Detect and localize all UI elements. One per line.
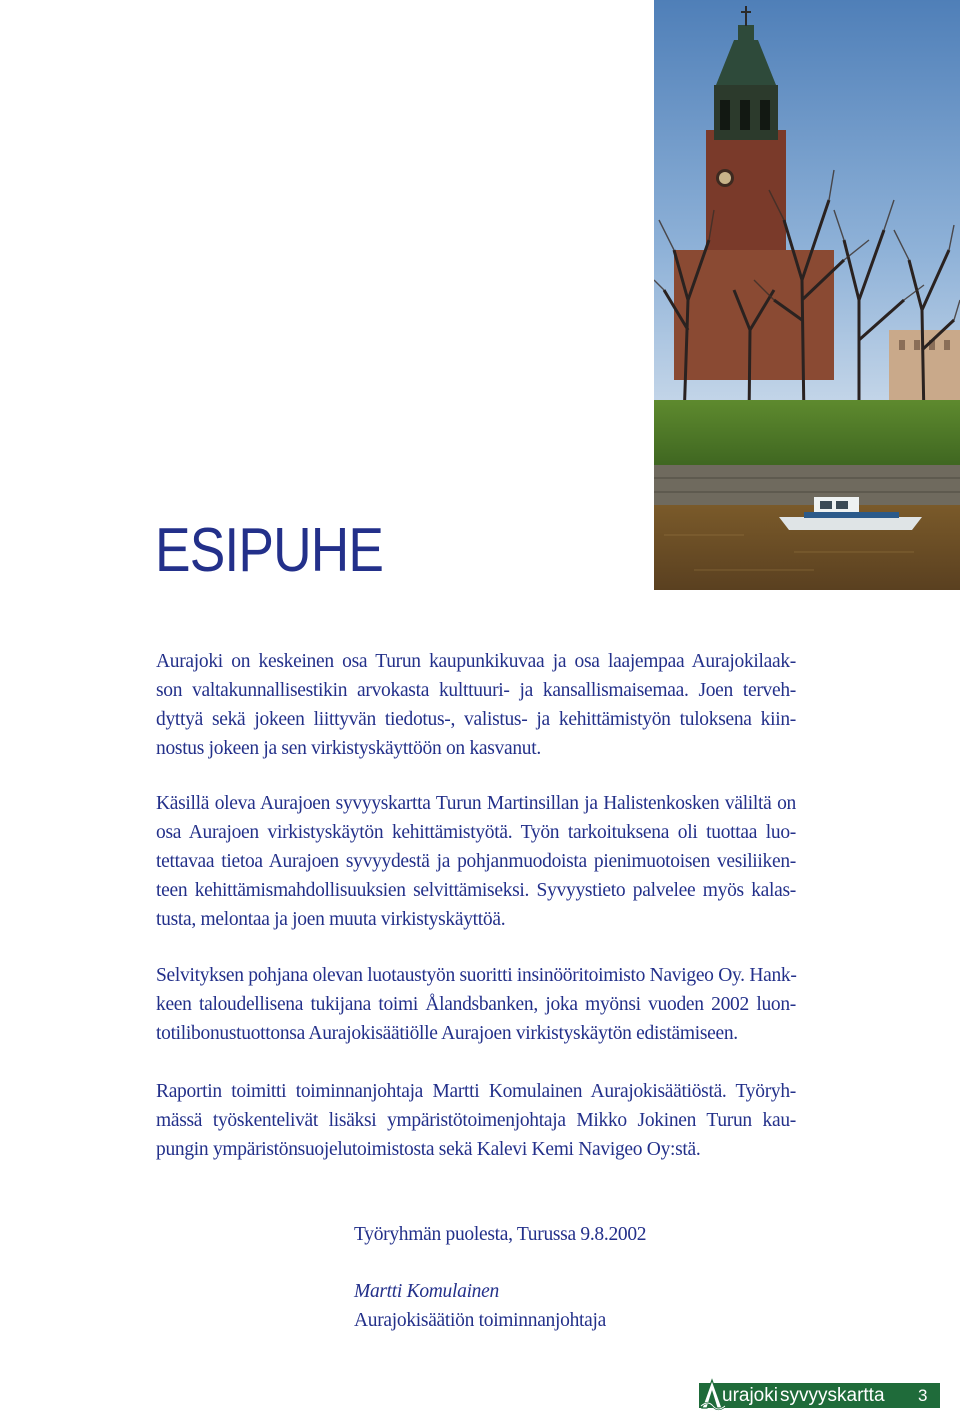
paragraph-line: osa Aurajoen virkistyskäytön kehittämistyötä. Työn tarkoituksena oli tuottaa luo- xyxy=(156,822,796,843)
paragraph-line: keen taloudellisena tukijana toimi Ålandsbanken, joka myönsi vuoden 2002 luon- xyxy=(156,994,796,1015)
signature-role: Aurajokisäätiön toiminnanjohtaja xyxy=(354,1310,606,1331)
paragraph-line: totilibonustuottonsa Aurajokisäätiölle Aurajoen virkistyskäytön edistämiseen. xyxy=(156,1023,738,1044)
paragraph-line: tettavaa tietoa Aurajoen syvyydestä ja pohjanmuodoista pienimuotoisen vesiliiken- xyxy=(156,851,796,872)
signature-date-line: Työryhmän puolesta, Turussa 9.8.2002 xyxy=(354,1224,647,1245)
footer-brand: urajoki xyxy=(722,1385,778,1406)
paragraph-line: Käsillä oleva Aurajoen syvyyskartta Turun Martinsillan ja Halistenkosken väliltä on xyxy=(156,793,796,814)
preface-paragraph-3 xyxy=(156,961,796,1048)
paragraph-line: Raportin toimitti toiminnanjohtaja Martti Komulainen Aurajokisäätiöstä. Työryh- xyxy=(156,1081,796,1102)
page-number: 3 xyxy=(918,1386,928,1405)
signature-name: Martti Komulainen xyxy=(354,1281,499,1302)
cathedral-riverside-photo xyxy=(654,0,960,590)
paragraph-line: nostus jokeen ja sen virkistyskäyttöön on kasvanut. xyxy=(156,738,541,759)
preface-paragraph-1 xyxy=(156,647,796,763)
footer-subtitle: syvyyskartta xyxy=(780,1385,885,1406)
paragraph-line: Selvityksen pohjana olevan luotaustyön suoritti insinööritoimisto Navigeo Oy. Hank- xyxy=(156,965,797,986)
paragraph-line: pungin ympäristönsuojelutoimistosta sekä Kalevi Kemi Navigeo Oy:stä. xyxy=(156,1139,701,1160)
preface-paragraph-4 xyxy=(156,1077,796,1164)
paragraph-line: Aurajoki on keskeinen osa Turun kaupunkikuvaa ja osa laajempaa Aurajokilaak- xyxy=(156,651,796,672)
paragraph-line: tusta, melontaa ja joen muuta virkistyskäyttöä. xyxy=(156,909,506,930)
paragraph-line: mässä työskentelivät lisäksi ympäristötoimenjohtaja Mikko Jokinen Turun kau- xyxy=(156,1110,796,1131)
paragraph-line: teen kehittämismahdollisuuksien selvittämiseksi. Syvyystieto palvelee myös kalas- xyxy=(156,880,796,901)
preface-paragraph-2 xyxy=(156,789,796,934)
paragraph-line: son valtakunnallisestikin arvokasta kulttuuri- ja kansallismaisemaa. Joen terveh- xyxy=(156,680,796,701)
page-title: ESIPUHE xyxy=(155,516,384,585)
paragraph-line: dyttyä sekä jokeen liittyvän tiedotus-, valistus- ja kehittämistyön tuloksena kiin- xyxy=(156,709,796,730)
